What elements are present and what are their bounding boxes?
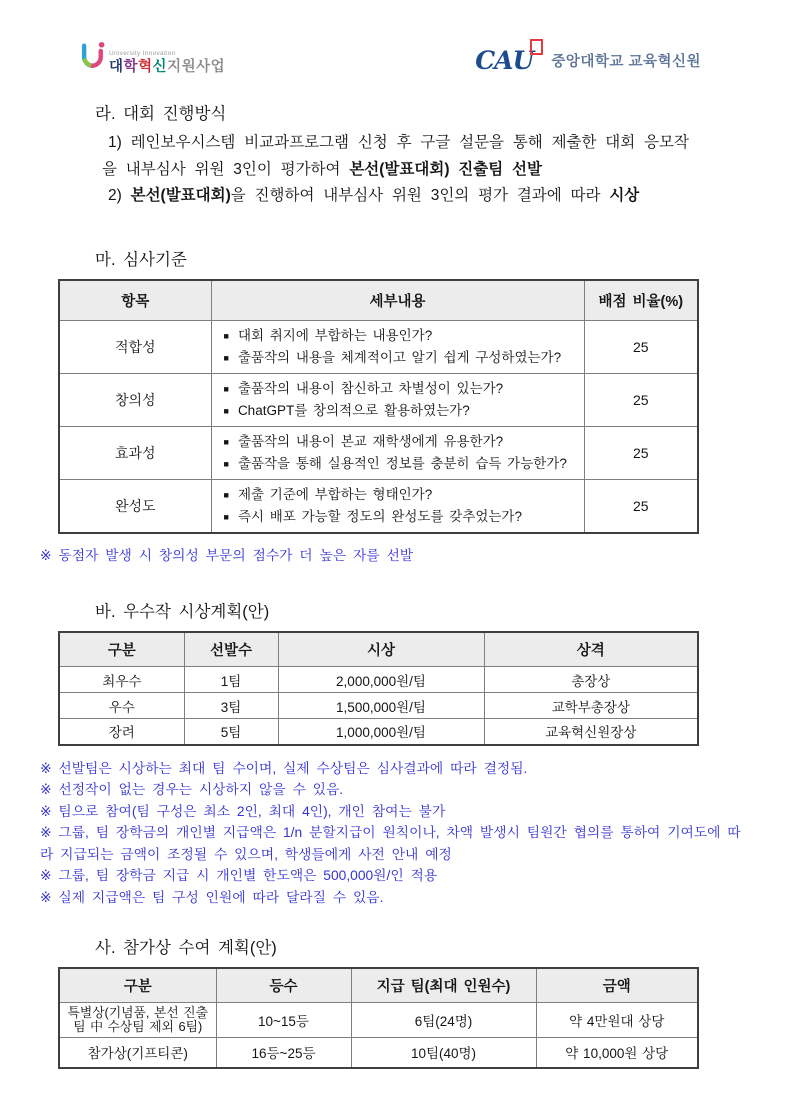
ra-line-3-prefix: 2): [108, 187, 131, 204]
criteria-name: 완성도: [59, 479, 211, 533]
award-prize: 1,500,000원/팀: [278, 693, 484, 719]
logo-title: [109, 60, 225, 75]
col-header-prize: 시상: [278, 632, 484, 667]
cau-brand-mark: [475, 46, 541, 75]
logo-char: 혁: [138, 58, 153, 75]
col-header-item: 항목: [59, 280, 211, 321]
ra-line-2: [102, 157, 729, 184]
participation-teams: 6팀(24명): [351, 1003, 536, 1038]
note-line: ※ 선정작이 없는 경우는 시상하지 않을 수 있음.: [40, 782, 344, 797]
square-bullet-icon: ■: [223, 436, 229, 447]
note-line: ※ 실제 지급액은 팀 구성 인원에 따라 달라질 수 있음.: [40, 889, 384, 905]
logo-char: 학: [123, 58, 139, 75]
cau-red-square-icon: [530, 39, 543, 55]
col-header-detail: 세부내용: [211, 280, 584, 321]
table-row: [59, 667, 698, 693]
table-header-row: [59, 632, 698, 667]
table-row: [59, 479, 698, 533]
participation-category: 참가상(기프티콘): [59, 1038, 216, 1068]
criteria-name: 효과성: [59, 426, 211, 479]
participation-teams: 10팀(40명): [351, 1038, 536, 1068]
ra-line-2-bold: 본선(발표대회) 진출팀 선발: [349, 160, 542, 178]
square-bullet-icon: ■: [223, 383, 229, 394]
ra-line-3: [108, 183, 729, 210]
table-header-row: [59, 280, 698, 321]
participation-amount: 약 4만원대 상당: [536, 1003, 698, 1038]
participation-amount: 약 10,000원 상당: [536, 1038, 698, 1068]
table-row: [59, 426, 698, 479]
criteria-score: 25: [584, 373, 698, 426]
criteria-details: [211, 373, 584, 426]
detail-text: 출품작의 내용이 참신하고 차별성이 있는가?: [237, 380, 504, 396]
criteria-name: 창의성: [59, 373, 211, 426]
table-row: [59, 693, 698, 719]
section-title-ba: 바. 우수작 시상계획(안): [95, 603, 270, 621]
square-bullet-icon: ■: [223, 405, 229, 416]
detail-text: 출품작의 내용이 본교 재학생에게 유용한가?: [237, 433, 504, 449]
detail-line: [224, 378, 578, 400]
detail-line: [224, 325, 578, 347]
award-notes: [40, 758, 752, 909]
logo-title-suffix: 지원사업: [167, 58, 226, 75]
criteria-details: [211, 426, 584, 479]
section-title-ra: 라. 대회 진행방식: [95, 105, 227, 123]
criteria-score: 25: [584, 479, 698, 533]
note-line: ※ 그룹, 팀 장학금의 개인별 지급액은 1/n 분할지급이 원칙이나, 차액 발생시 팀원간 협의를 통하여 기여도에 따라 지급되는 금액이 조정될 수 있으며, 학생들에게 사전 안내 예정: [40, 825, 741, 862]
detail-text: 제출 기준에 부합하는 형태인가?: [237, 486, 433, 502]
award-count: 5팀: [184, 719, 278, 745]
detail-line: [224, 484, 578, 506]
participation-category: 특별상(기념품, 본선 진출팀 中 수상팀 제외 6팀): [59, 1003, 216, 1038]
ra-line-1: [108, 130, 729, 157]
col-header-category: 구분: [59, 632, 184, 667]
section-ra-body: [102, 130, 729, 210]
participation-awards-table: [58, 967, 699, 1069]
section-title-ma: 마. 심사기준: [95, 250, 187, 269]
cau-institution-name: 중앙대학교 교육혁신원: [551, 54, 701, 70]
section-title-sa: 사. 참가상 수여 계획(안): [95, 939, 277, 957]
award-count: 3팀: [184, 693, 278, 719]
table-row: [59, 320, 698, 373]
award-category: 최우수: [59, 667, 184, 693]
table-row: [59, 1003, 698, 1038]
detail-line: [224, 453, 578, 475]
table-row: [59, 373, 698, 426]
square-bullet-icon: ■: [223, 489, 229, 500]
ra-line-3-bold1: 본선(발표대회): [130, 187, 231, 204]
logo-char: 신: [152, 58, 168, 75]
tiebreaker-note: ※ 동점자 발생 시 창의성 부문의 점수가 더 높은 자를 선발: [40, 547, 414, 563]
table-row: [59, 719, 698, 745]
participation-rank-range: 16등~25등: [216, 1038, 351, 1068]
detail-line: [224, 431, 578, 453]
award-rank: 총장상: [484, 667, 698, 693]
col-header-award-rank: 상격: [484, 632, 698, 667]
detail-text: ChatGPT를 창의적으로 활용하였는가?: [237, 402, 470, 418]
participation-rank-range: 10~15등: [216, 1003, 351, 1038]
university-innovation-logo: [78, 40, 225, 74]
cau-brand-text: CAU: [475, 46, 534, 75]
detail-line: [224, 347, 578, 369]
award-prize: 2,000,000원/팀: [278, 667, 484, 693]
criteria-details: [211, 320, 584, 373]
square-bullet-icon: ■: [223, 458, 229, 469]
note-line: ※ 그룹, 팀 장학금 지급 시 개인별 한도액은 500,000원/인 적용: [40, 868, 438, 883]
award-category: 우수: [59, 693, 184, 719]
award-prize: 1,000,000원/팀: [278, 719, 484, 745]
col-header-amount: 금액: [536, 968, 698, 1003]
square-bullet-icon: ■: [223, 352, 229, 363]
award-rank: 교육혁신원장상: [484, 719, 698, 745]
criteria-score: 25: [584, 320, 698, 373]
university-innovation-u-icon: [78, 40, 106, 74]
ra-line-1-text: 1) 레인보우시스템 비교과프로그램 신청 후 구글 설문을 통해 제출한 대회 응모작: [108, 134, 689, 151]
detail-line: [224, 506, 578, 528]
table-header-row: [59, 968, 698, 1003]
square-bullet-icon: ■: [223, 330, 229, 341]
col-header-teams: 지급 팀(최대 인원수): [351, 968, 536, 1003]
square-bullet-icon: ■: [223, 511, 229, 522]
detail-text: 출품작의 내용을 체계적이고 알기 쉽게 구성하였는가?: [237, 349, 562, 365]
col-header-rank-range: 등수: [216, 968, 351, 1003]
cau-logo: [475, 46, 701, 75]
ra-line-3-text: 을 진행하여 내부심사 위원 3인의 평가 결과에 따라: [230, 187, 610, 204]
ra-line-2-text: 을 내부심사 위원 3인이 평가하여: [102, 160, 350, 178]
detail-text: 즉시 배포 가능할 정도의 완성도를 갖추었는가?: [237, 508, 522, 524]
col-header-score: 배점 비율(%): [584, 280, 698, 321]
ra-line-3-bold2: 시상: [609, 187, 640, 204]
detail-text: 대회 취지에 부합하는 내용인가?: [237, 327, 433, 343]
note-line: ※ 팀으로 참여(팀 구성은 최소 2인, 최대 4인), 개인 참여는 불가: [40, 803, 446, 819]
awards-table: [58, 631, 699, 746]
table-row: [59, 1038, 698, 1068]
award-category: 장려: [59, 719, 184, 745]
logo-subtitle: University Innovation: [109, 50, 176, 57]
col-header-category: 구분: [59, 968, 216, 1003]
col-header-count: 선발수: [184, 632, 278, 667]
document-content: [0, 100, 789, 1069]
award-rank: 교학부총장상: [484, 693, 698, 719]
criteria-score: 25: [584, 426, 698, 479]
logo-text-block: [109, 51, 225, 74]
detail-line: [224, 400, 578, 422]
logo-char: 대: [109, 58, 124, 75]
detail-text: 출품작을 통해 실용적인 정보를 충분히 습득 가능한가?: [237, 455, 567, 471]
criteria-name: 적합성: [59, 320, 211, 373]
criteria-table: [58, 279, 699, 534]
page-header: [0, 0, 789, 86]
note-line: ※ 선발팀은 시상하는 최대 팀 수이며, 실제 수상팀은 심사결과에 따라 결정됨.: [40, 760, 528, 776]
criteria-details: [211, 479, 584, 533]
award-count: 1팀: [184, 667, 278, 693]
